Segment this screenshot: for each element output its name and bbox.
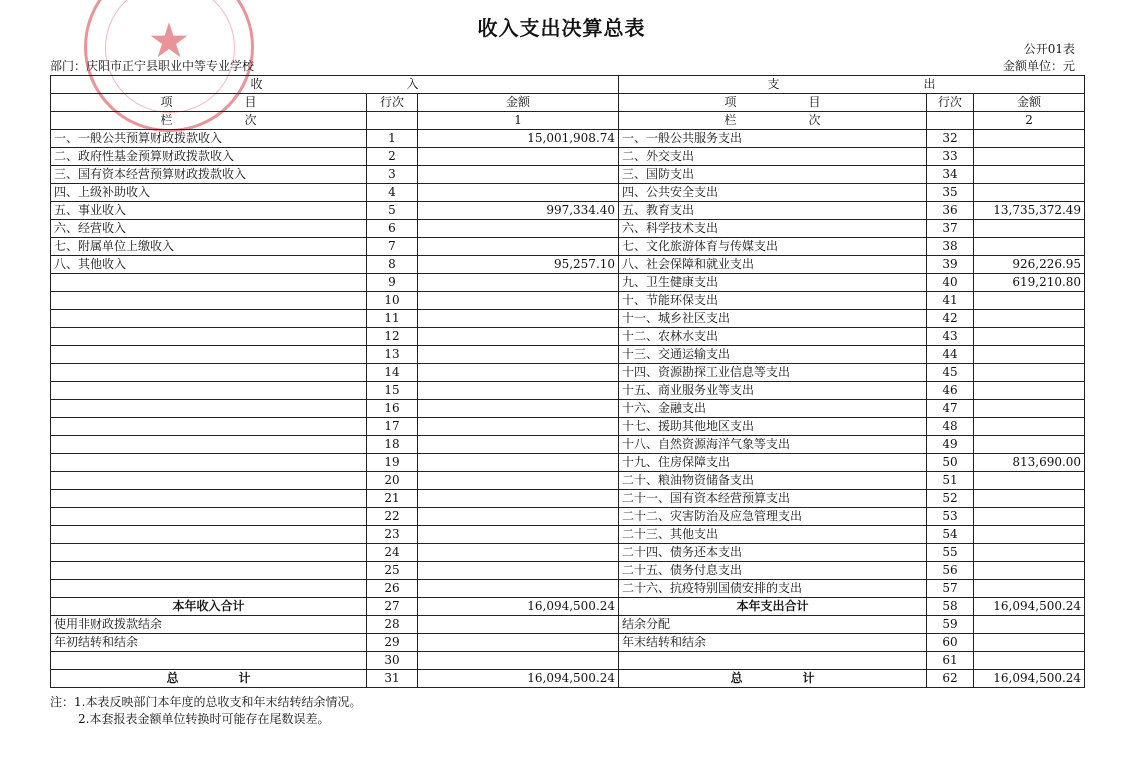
expense-seq-cell: 34 [927, 166, 974, 184]
table-row [51, 490, 1085, 508]
income-column-index: 1 [418, 112, 619, 130]
expense-amount-cell [974, 382, 1085, 400]
income-seq-cell: 16 [367, 400, 418, 418]
income-seq-header: 行次 [367, 94, 418, 112]
footnote-1: 注：1.本表反映部门本年度的总收支和年末结转结余情况。 [50, 695, 362, 709]
table-row [51, 436, 1085, 454]
income-column-label: 栏 次 [51, 112, 367, 130]
table-row [51, 634, 1085, 652]
footnote-2: 2.本套报表金额单位转换时可能存在尾数误差。 [78, 712, 330, 726]
table-row [51, 274, 1085, 292]
footnotes [50, 694, 361, 728]
expense-item-cell: 二十六、抗疫特别国债安排的支出 [619, 580, 927, 598]
income-item-cell: 一、一般公共预算财政拨款收入 [51, 130, 367, 148]
income-item-cell: 本年收入合计 [51, 598, 367, 616]
income-amount-cell [418, 166, 619, 184]
table-row [51, 508, 1085, 526]
income-item-cell: 二、政府性基金预算财政拨款收入 [51, 148, 367, 166]
income-seq-cell: 11 [367, 310, 418, 328]
income-seq-cell: 26 [367, 580, 418, 598]
expense-item-cell: 八、社会保障和就业支出 [619, 256, 927, 274]
table-row [51, 238, 1085, 256]
income-item-cell [51, 328, 367, 346]
table-row [51, 616, 1085, 634]
income-seq-cell: 7 [367, 238, 418, 256]
income-expense-table [50, 75, 1085, 688]
income-item-cell [51, 346, 367, 364]
table-row [51, 400, 1085, 418]
table-row [51, 256, 1085, 274]
expense-item-cell: 二十二、灾害防治及应急管理支出 [619, 508, 927, 526]
expense-amount-cell [974, 544, 1085, 562]
expense-amount-cell [974, 364, 1085, 382]
expense-item-cell: 九、卫生健康支出 [619, 274, 927, 292]
income-seq-cell: 22 [367, 508, 418, 526]
table-row [51, 130, 1085, 148]
expense-seq-cell: 40 [927, 274, 974, 292]
income-seq-cell: 17 [367, 418, 418, 436]
expense-seq-cell: 59 [927, 616, 974, 634]
income-seq-cell: 10 [367, 292, 418, 310]
expense-item-cell: 二十一、国有资本经营预算支出 [619, 490, 927, 508]
amount-unit: 金额单位：元 [1002, 59, 1075, 73]
expense-amount-cell [974, 400, 1085, 418]
expense-item-cell: 十一、城乡社区支出 [619, 310, 927, 328]
table-row [51, 184, 1085, 202]
income-amount-cell [418, 238, 619, 256]
expense-item-cell: 十三、交通运输支出 [619, 346, 927, 364]
income-amount-cell: 15,001,908.74 [418, 130, 619, 148]
expense-seq-index [927, 112, 974, 130]
income-seq-cell: 19 [367, 454, 418, 472]
expense-item-cell: 七、文化旅游体育与传媒支出 [619, 238, 927, 256]
income-seq-cell: 27 [367, 598, 418, 616]
table-body [51, 130, 1085, 688]
expense-amount-cell [974, 616, 1085, 634]
expense-item-cell: 结余分配 [619, 616, 927, 634]
seal-star-icon: ★ [147, 13, 191, 69]
income-seq-cell: 23 [367, 526, 418, 544]
income-amount-cell [418, 382, 619, 400]
expense-amount-cell [974, 634, 1085, 652]
expense-item-cell: 二十、粮油物资储备支出 [619, 472, 927, 490]
income-amount-cell [418, 418, 619, 436]
income-amount-cell [418, 310, 619, 328]
income-seq-cell: 18 [367, 436, 418, 454]
income-item-cell: 六、经营收入 [51, 220, 367, 238]
income-seq-cell: 1 [367, 130, 418, 148]
income-seq-cell: 4 [367, 184, 418, 202]
expense-seq-cell: 43 [927, 328, 974, 346]
income-item-cell [51, 490, 367, 508]
expense-amount-cell [974, 580, 1085, 598]
income-item-cell [51, 652, 367, 670]
income-seq-cell: 20 [367, 472, 418, 490]
table-row [51, 526, 1085, 544]
income-amount-cell: 997,334.40 [418, 202, 619, 220]
expense-seq-cell: 47 [927, 400, 974, 418]
table-row [51, 562, 1085, 580]
income-item-cell [51, 562, 367, 580]
expense-amount-cell: 13,735,372.49 [974, 202, 1085, 220]
income-amount-cell [418, 472, 619, 490]
expense-amount-cell [974, 292, 1085, 310]
expense-seq-cell: 32 [927, 130, 974, 148]
table-row [51, 652, 1085, 670]
expense-seq-cell: 49 [927, 436, 974, 454]
income-amount-cell [418, 274, 619, 292]
income-amount-cell [418, 292, 619, 310]
income-amount-cell: 95,257.10 [418, 256, 619, 274]
expense-item-cell: 十五、商业服务业等支出 [619, 382, 927, 400]
table-row [51, 418, 1085, 436]
column-index-row [51, 112, 1085, 130]
report-title: 收入支出决算总表 [477, 16, 646, 40]
income-amount-cell [418, 508, 619, 526]
expense-seq-cell: 37 [927, 220, 974, 238]
expense-column-label: 栏 次 [619, 112, 927, 130]
income-item-cell [51, 508, 367, 526]
income-seq-cell: 25 [367, 562, 418, 580]
income-amount-cell [418, 634, 619, 652]
column-header-row [51, 94, 1085, 112]
expense-seq-cell: 42 [927, 310, 974, 328]
income-item-header: 项 目 [51, 94, 367, 112]
expense-item-cell: 本年支出合计 [619, 598, 927, 616]
table-row [51, 148, 1085, 166]
expense-item-cell: 一、一般公共服务支出 [619, 130, 927, 148]
expense-amount-cell [974, 652, 1085, 670]
expense-amount-cell [974, 166, 1085, 184]
income-item-cell [51, 400, 367, 418]
income-amount-cell [418, 220, 619, 238]
income-seq-cell: 29 [367, 634, 418, 652]
income-seq-cell: 15 [367, 382, 418, 400]
expense-amount-cell [974, 346, 1085, 364]
form-number: 公开01表 [1023, 42, 1075, 56]
income-amount-cell [418, 562, 619, 580]
income-amount-cell [418, 526, 619, 544]
income-amount-cell [418, 184, 619, 202]
income-amount-cell: 16,094,500.24 [418, 670, 619, 688]
expense-item-cell: 十四、资源勘探工业信息等支出 [619, 364, 927, 382]
expense-item-header: 项 目 [619, 94, 927, 112]
expense-amount-cell: 16,094,500.24 [974, 670, 1085, 688]
income-amount-cell [418, 490, 619, 508]
expense-item-cell: 四、公共安全支出 [619, 184, 927, 202]
table-row [51, 364, 1085, 382]
expense-seq-cell: 48 [927, 418, 974, 436]
expense-seq-cell: 60 [927, 634, 974, 652]
income-seq-cell: 14 [367, 364, 418, 382]
income-amount-header: 金额 [418, 94, 619, 112]
expense-amount-cell [974, 508, 1085, 526]
expense-item-cell: 二、外交支出 [619, 148, 927, 166]
income-amount-cell [418, 436, 619, 454]
table-row [51, 328, 1085, 346]
expense-seq-cell: 41 [927, 292, 974, 310]
expense-amount-cell [974, 148, 1085, 166]
expense-seq-cell: 36 [927, 202, 974, 220]
table-row [51, 472, 1085, 490]
expense-item-cell: 五、教育支出 [619, 202, 927, 220]
expense-amount-cell [974, 526, 1085, 544]
income-item-cell: 年初结转和结余 [51, 634, 367, 652]
expense-amount-cell [974, 490, 1085, 508]
expense-seq-cell: 50 [927, 454, 974, 472]
expense-seq-cell: 38 [927, 238, 974, 256]
income-item-cell [51, 274, 367, 292]
income-amount-cell [418, 616, 619, 634]
income-item-cell [51, 382, 367, 400]
expense-item-cell: 二十四、债务还本支出 [619, 544, 927, 562]
expense-amount-cell: 16,094,500.24 [974, 598, 1085, 616]
year-total-row [51, 598, 1085, 616]
income-item-cell [51, 364, 367, 382]
expense-amount-cell: 619,210.80 [974, 274, 1085, 292]
grand-total-row [51, 670, 1085, 688]
table-row [51, 382, 1085, 400]
income-item-cell: 七、附属单位上缴收入 [51, 238, 367, 256]
expense-item-cell: 十、节能环保支出 [619, 292, 927, 310]
table-row [51, 454, 1085, 472]
expense-amount-cell [974, 562, 1085, 580]
income-item-cell [51, 418, 367, 436]
income-amount-cell [418, 364, 619, 382]
table-row [51, 346, 1085, 364]
income-seq-cell: 30 [367, 652, 418, 670]
table-row [51, 166, 1085, 184]
table-row [51, 202, 1085, 220]
expense-seq-cell: 58 [927, 598, 974, 616]
expense-seq-header: 行次 [927, 94, 974, 112]
expense-amount-cell: 813,690.00 [974, 454, 1085, 472]
income-item-cell: 八、其他收入 [51, 256, 367, 274]
expense-amount-header: 金额 [974, 94, 1085, 112]
expense-seq-cell: 62 [927, 670, 974, 688]
income-seq-cell: 24 [367, 544, 418, 562]
expense-item-cell [619, 652, 927, 670]
income-amount-cell [418, 400, 619, 418]
income-item-cell [51, 580, 367, 598]
income-seq-cell: 21 [367, 490, 418, 508]
income-item-cell [51, 436, 367, 454]
expense-item-cell: 三、国防支出 [619, 166, 927, 184]
income-seq-cell: 31 [367, 670, 418, 688]
expense-item-cell: 二十五、债务付息支出 [619, 562, 927, 580]
expense-item-cell: 十六、金融支出 [619, 400, 927, 418]
expense-amount-cell [974, 418, 1085, 436]
expense-seq-cell: 44 [927, 346, 974, 364]
table-row [51, 310, 1085, 328]
expense-item-cell: 十二、农林水支出 [619, 328, 927, 346]
table-row [51, 292, 1085, 310]
expense-seq-cell: 52 [927, 490, 974, 508]
expense-seq-cell: 55 [927, 544, 974, 562]
income-amount-cell [418, 652, 619, 670]
income-seq-cell: 6 [367, 220, 418, 238]
expense-amount-cell [974, 130, 1085, 148]
income-amount-cell [418, 454, 619, 472]
expense-item-cell: 总 计 [619, 670, 927, 688]
table-row [51, 544, 1085, 562]
income-seq-cell: 5 [367, 202, 418, 220]
table-row [51, 220, 1085, 238]
expense-seq-cell: 46 [927, 382, 974, 400]
expense-amount-cell [974, 238, 1085, 256]
income-item-cell [51, 292, 367, 310]
expense-amount-cell [974, 436, 1085, 454]
income-amount-cell: 16,094,500.24 [418, 598, 619, 616]
expense-seq-cell: 61 [927, 652, 974, 670]
income-item-cell [51, 454, 367, 472]
income-seq-cell: 13 [367, 346, 418, 364]
expense-item-cell: 六、科学技术支出 [619, 220, 927, 238]
income-item-cell [51, 310, 367, 328]
income-amount-cell [418, 148, 619, 166]
expense-column-index: 2 [974, 112, 1085, 130]
expense-item-cell: 十九、住房保障支出 [619, 454, 927, 472]
expense-seq-cell: 45 [927, 364, 974, 382]
income-item-cell: 三、国有资本经营预算财政拨款收入 [51, 166, 367, 184]
expense-seq-cell: 53 [927, 508, 974, 526]
expense-seq-cell: 56 [927, 562, 974, 580]
expense-item-cell: 年末结转和结余 [619, 634, 927, 652]
department-label: 部门：庆阳市正宁县职业中等专业学校 [50, 59, 255, 73]
income-amount-cell [418, 580, 619, 598]
income-item-cell: 总 计 [51, 670, 367, 688]
expense-amount-cell [974, 184, 1085, 202]
expense-item-cell: 十八、自然资源海洋气象等支出 [619, 436, 927, 454]
expense-section-header: 支 出 [619, 76, 1085, 94]
income-seq-cell: 9 [367, 274, 418, 292]
income-seq-index [367, 112, 418, 130]
expense-seq-cell: 35 [927, 184, 974, 202]
income-section-header: 收 入 [51, 76, 619, 94]
income-seq-cell: 28 [367, 616, 418, 634]
expense-seq-cell: 51 [927, 472, 974, 490]
income-item-cell: 四、上级补助收入 [51, 184, 367, 202]
expense-item-cell: 十七、援助其他地区支出 [619, 418, 927, 436]
income-item-cell [51, 526, 367, 544]
expense-item-cell: 二十三、其他支出 [619, 526, 927, 544]
expense-seq-cell: 33 [927, 148, 974, 166]
table-row [51, 580, 1085, 598]
income-item-cell: 使用非财政拨款结余 [51, 616, 367, 634]
expense-amount-cell [974, 310, 1085, 328]
expense-amount-cell [974, 220, 1085, 238]
expense-seq-cell: 57 [927, 580, 974, 598]
expense-amount-cell: 926,226.95 [974, 256, 1085, 274]
expense-seq-cell: 39 [927, 256, 974, 274]
income-amount-cell [418, 346, 619, 364]
income-item-cell: 五、事业收入 [51, 202, 367, 220]
expense-amount-cell [974, 328, 1085, 346]
income-seq-cell: 2 [367, 148, 418, 166]
income-seq-cell: 12 [367, 328, 418, 346]
income-amount-cell [418, 328, 619, 346]
income-item-cell [51, 472, 367, 490]
expense-amount-cell [974, 472, 1085, 490]
income-item-cell [51, 544, 367, 562]
income-seq-cell: 8 [367, 256, 418, 274]
section-header-row [51, 76, 1085, 94]
income-amount-cell [418, 544, 619, 562]
income-seq-cell: 3 [367, 166, 418, 184]
expense-seq-cell: 54 [927, 526, 974, 544]
